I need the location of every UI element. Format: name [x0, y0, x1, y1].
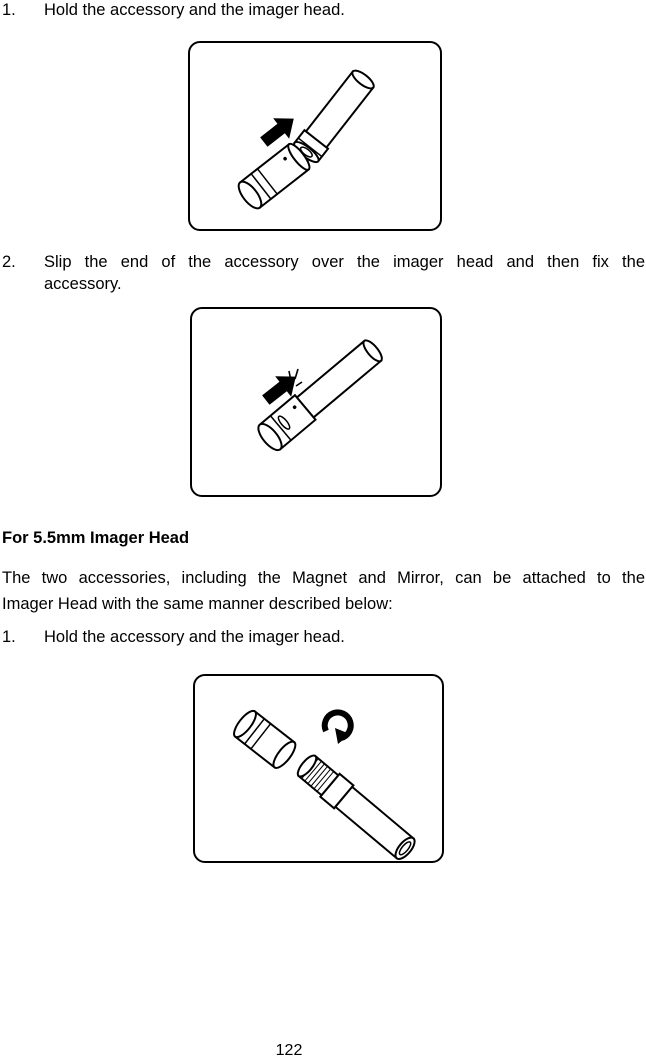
- step-1-number: 1.: [2, 1, 16, 19]
- screw-accessory-illustration: [195, 676, 442, 861]
- section-b-step-1-number: 1.: [2, 628, 16, 646]
- step-1-text: Hold the accessory and the imager head.: [44, 1, 345, 19]
- rotate-arrow-icon: [325, 712, 351, 744]
- step-2-text-line-2: accessory.: [44, 275, 122, 293]
- imager-head-shape: [291, 66, 377, 165]
- accessory-cap-shape: [230, 708, 299, 771]
- figure-accessory-separated: [188, 41, 442, 231]
- step-2-text-line-1: Slip the end of the accessory over the imager head and then fix the: [44, 253, 645, 271]
- intro-line-1: The two accessories, including the Magnet and Mirror, can be attached to the: [2, 569, 645, 587]
- intro-paragraph: [2, 565, 645, 617]
- page-number: 122: [275, 1042, 303, 1059]
- threaded-imager-head-shape: [294, 751, 420, 861]
- step-2-number: 2.: [2, 253, 16, 271]
- accessory-separated-illustration: [190, 43, 440, 229]
- section-b-step-1-text: Hold the accessory and the imager head.: [44, 628, 345, 646]
- figure-screw-accessory: [193, 674, 444, 863]
- section-heading: For 5.5mm Imager Head: [2, 529, 190, 547]
- figure-accessory-attached: [190, 307, 442, 497]
- intro-line-2: Imager Head with the same manner described below:: [2, 595, 393, 613]
- accessory-shape: [235, 141, 313, 212]
- accessory-attached-illustration: [192, 309, 440, 495]
